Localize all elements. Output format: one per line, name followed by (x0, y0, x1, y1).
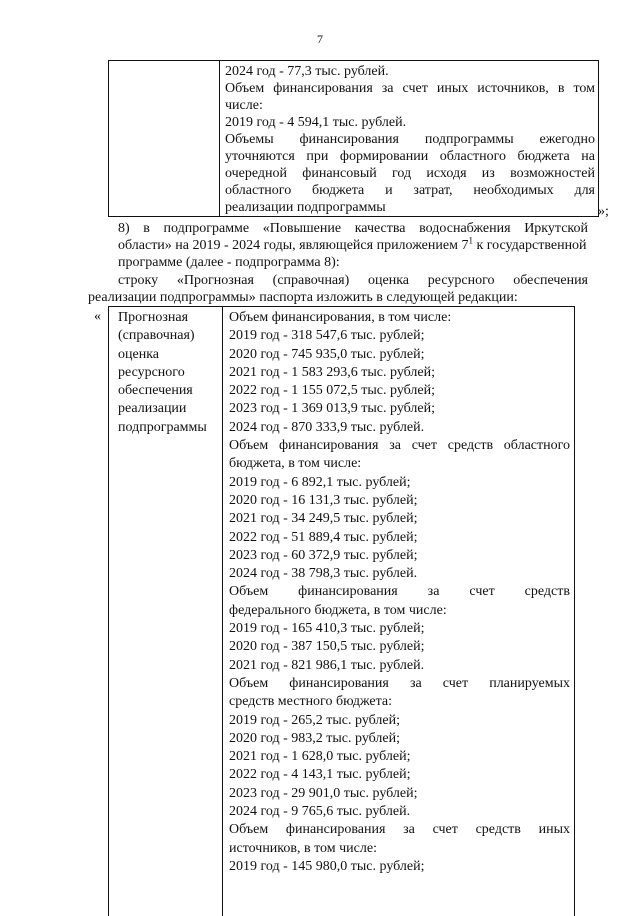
text-line: программе (далее - подпрограмма 8): (118, 255, 340, 270)
column-divider (222, 307, 223, 916)
label-line: оценка (118, 346, 160, 362)
funding-line: 2019 год - 265,2 тыс. рублей; (229, 712, 401, 728)
funding-line: 2022 год - 51 889,4 тыс. рублей; (229, 529, 418, 545)
funding-line: Объем финансирования за счет средств (229, 584, 570, 600)
funding-line: Объем финансирования за счет средств иных (229, 822, 570, 838)
funding-line: средств местного бюджета: (229, 694, 393, 710)
funding-line: 2019 год - 165 410,3 тыс. рублей; (229, 621, 425, 637)
funding-line: 2019 год - 145 980,0 тыс. рублей; (229, 858, 425, 874)
funding-line: 2023 год - 1 369 013,9 тыс. рублей; (229, 401, 436, 417)
text-line: строку «Прогнозная (справочная) оценка ресурсного обеспечения (118, 273, 588, 288)
funding-line: 2021 год - 1 628,0 тыс. рублей; (229, 749, 411, 765)
opening-quote: « (94, 309, 101, 324)
text-line: уточняются при формировании областного бюджета на (225, 149, 595, 164)
continued-passport-table (108, 60, 599, 217)
funding-line: 2019 год - 318 547,6 тыс. рублей; (229, 328, 425, 344)
text-line: Объем финансирования за счет иных источников, в том (225, 81, 595, 96)
amendment-paragraph-row (88, 272, 588, 306)
text-line: 2019 год - 4 594,1 тыс. рублей. (225, 115, 407, 130)
funding-line: 2024 год - 38 798,3 тыс. рублей. (229, 566, 418, 582)
funding-line: 2020 год - 16 131,3 тыс. рублей; (229, 492, 418, 508)
funding-cell-continued (225, 63, 595, 216)
funding-line: источников, в том числе: (229, 840, 377, 856)
text-line (88, 237, 588, 254)
funding-line: 2024 год - 9 765,6 тыс. рублей. (229, 804, 411, 820)
funding-line: 2019 год - 6 892,1 тыс. рублей; (229, 474, 411, 490)
funding-values-cell (229, 309, 570, 876)
funding-line: 2021 год - 1 583 293,6 тыс. рублей; (229, 364, 436, 380)
funding-line: 2022 год - 1 155 072,5 тыс. рублей; (229, 383, 436, 399)
text-fragment: к государственной (472, 238, 587, 253)
superscript: 1 (468, 235, 473, 246)
funding-line: 2021 год - 821 986,1 тыс. рублей. (229, 657, 425, 673)
text-line: реализации подпрограммы» паспорта изложить в следующей редакции: (88, 290, 518, 305)
funding-line: 2023 год - 29 901,0 тыс. рублей; (229, 785, 418, 801)
closing-quote: »; (598, 204, 609, 219)
amendment-paragraph-8 (88, 220, 588, 271)
text-line: очередной финансовый год исходя из возможностей (225, 166, 595, 181)
funding-line: 2021 год - 34 249,5 тыс. рублей; (229, 511, 418, 527)
label-line: ресурсного (118, 364, 185, 380)
funding-line: Объем финансирования за счет планируемых (229, 675, 570, 691)
funding-line: Объем финансирования за счет средств областного (229, 438, 570, 454)
label-line: подпрограммы (118, 419, 207, 435)
funding-line: 2020 год - 745 935,0 тыс. рублей; (229, 346, 425, 362)
funding-line: Объем финансирования, в том числе: (229, 310, 452, 325)
text-line: областного бюджета и затрат, необходимых для (225, 183, 595, 198)
page-number: 7 (317, 32, 323, 46)
resource-provision-table (108, 306, 575, 916)
funding-line: 2024 год - 870 333,9 тыс. рублей. (229, 419, 425, 435)
text-fragment: области» на 2019 - 2024 годы, являющейся приложением 7 (118, 238, 469, 253)
funding-line: 2023 год - 60 372,9 тыс. рублей; (229, 547, 418, 563)
text-line: Объемы финансирования подпрограммы ежегодно (225, 132, 595, 147)
text-line: 2024 год - 77,3 тыс. рублей. (225, 64, 389, 79)
funding-line: 2020 год - 983,2 тыс. рублей; (229, 730, 401, 746)
funding-line: 2022 год - 4 143,1 тыс. рублей; (229, 767, 411, 783)
label-line: (справочная) (118, 328, 195, 344)
label-line: реализации (118, 401, 187, 417)
text-line: числе: (225, 98, 263, 113)
text-line: 8) в подпрограмме «Повышение качества водоснабжения Иркутской (118, 221, 588, 236)
funding-line: федерального бюджета, в том числе: (229, 602, 447, 618)
text-line: реализации подпрограммы (225, 200, 386, 215)
label-line: обеспечения (118, 383, 193, 399)
funding-line: 2020 год - 387 150,5 тыс. рублей; (229, 639, 425, 655)
row-label-cell (118, 309, 218, 437)
label-line: Прогнозная (118, 310, 189, 325)
column-divider (219, 61, 220, 216)
funding-line: бюджета, в том числе: (229, 456, 362, 472)
